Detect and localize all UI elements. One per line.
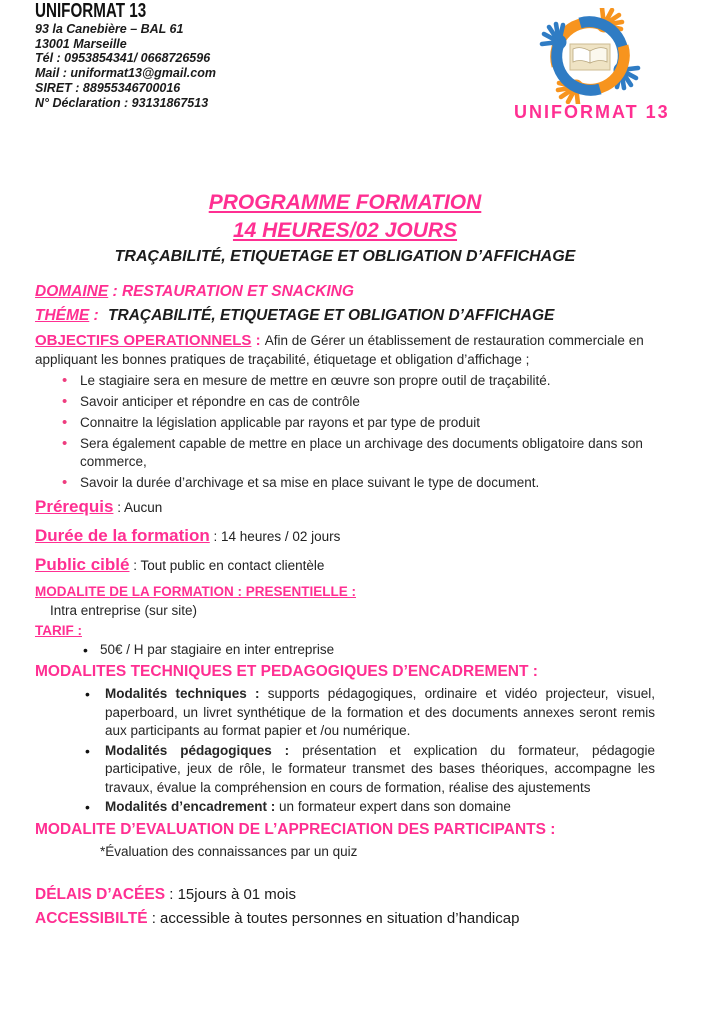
objective-item-text: Sera également capable de mettre en place un archivage des documents obligatoire dans son commerce, [80,436,643,469]
duree-value: 14 heures / 02 jours [221,529,341,544]
hands-circle-icon [514,8,666,104]
program-title-line2: 14 HEURES/02 JOURS [232,219,458,242]
program-subtitle: TRAÇABILITÉ, ETIQUETAGE ET OBLIGATION D’AFFICHAGE [114,248,576,265]
objective-item [35,372,655,390]
objective-item-text: Connaitre la législation applicable par rayons et par type de produit [80,415,480,430]
section-objectifs [35,332,655,369]
company-name: UNIFORMAT 13 [35,0,147,22]
delais-sep: : [165,885,178,903]
accessibilite-sep: : [147,909,161,927]
modalite-item-lead: Modalités pédagogiques : [105,742,290,758]
company-email: Mail : uniformat13@gmail.com [35,66,216,81]
modalite-item [35,742,655,798]
logo-text: UNIFORMAT 13 [514,102,670,122]
section-delais [35,883,655,906]
modalite-item-lead: Modalités d’encadrement : [105,799,276,814]
objectifs-sep: : [251,332,265,349]
tarif-list [35,641,655,659]
tarif-item [35,641,655,659]
objective-item [35,435,655,471]
objectifs-intro: Afin de Gérer un établissement de restauration commerciale en appliquant les bonnes pratiques de traçabilité, étiquetage et obligation d’affichage ; [35,333,644,367]
section-modalites-encadrement: MODALITES TECHNIQUES ET PEDAGOGIQUES D’ENCADREMENT : [35,663,538,680]
section-domaine [35,282,655,302]
modalites-list [35,685,655,817]
objective-item [35,393,655,411]
prerequis-label: Prérequis [35,497,114,516]
uniformat-logo [514,8,670,123]
evaluation-note: *Évaluation des connaissances par un quiz [100,843,358,859]
domaine-sep: : [108,283,122,300]
modalite-item [35,798,655,817]
company-declaration: N° Déclaration : 93131867513 [35,95,209,110]
modalite-item [35,685,655,741]
objective-item-text: Savoir anticiper et répondre en cas de contrôle [80,394,360,409]
public-sep: : [129,558,141,573]
domaine-value: RESTAURATION ET SNACKING [121,283,354,300]
modalite-item-text: un formateur expert dans son domaine [275,799,511,814]
domaine-label: DOMAINE [35,283,109,300]
prerequis-sep: : [113,500,124,515]
modalite-item-text: présentation et explication du formateur, pédagogie participative, jeux de rôle, le formateur transmet des bases théoriques, accompagne les travaux, évalue la compréhension en cours de formation, réalise des ajustements [105,742,656,795]
modalite-item-text: supports pédagogiques, ordinaire et vidéo projecteur, visuel, paperboard, un livret synthétique de la formation et des documents annexes seront remis aux participants au format papier et /ou numérique. [105,686,655,738]
theme-sep: : [89,307,104,324]
delais-label: DÉLAIS D’ACÉES [35,885,166,903]
accessibilite-label: ACCESSIBILTÉ [35,909,148,927]
program-title-line1: PROGRAMME FORMATION [208,191,482,214]
tarif-item-text: 50€ / H par stagiaire en inter entreprise [100,642,335,657]
theme-value: TRAÇABILITÉ, ETIQUETAGE ET OBLIGATION D’AFFICHAGE [108,307,555,324]
objectifs-label: OBJECTIFS OPERATIONNELS [35,332,252,349]
public-label: Public ciblé [35,555,130,574]
document-body [35,190,655,930]
section-tarif: TARIF : [35,623,82,638]
section-public [35,554,655,577]
section-modalite-formation: MODALITE DE LA FORMATION : PRESENTIELLE : [35,584,356,599]
prerequis-value: Aucun [123,500,163,515]
modalite-formation-value: Intra entreprise (sur site) [50,603,198,618]
objective-item-text: Savoir la durée d’archivage et sa mise en place suivant le type de document. [80,475,540,490]
section-accessibilite [35,907,655,930]
company-address-line2: 13001 Marseille [35,36,127,51]
public-value: Tout public en contact clientèle [140,558,325,573]
letterhead [35,0,216,110]
objective-item-text: Le stagiaire sera en mesure de mettre en œuvre son propre outil de traçabilité. [80,373,551,388]
accessibilite-value: accessible à toutes personnes en situation d’handicap [160,909,520,927]
objectives-list [35,372,655,492]
company-phone: Tél : 0953854341/ 0668726596 [35,51,211,66]
delais-value: 15jours à 01 mois [177,885,296,903]
duree-label: Durée de la formation [35,526,210,545]
duree-sep: : [209,529,222,544]
modalite-item-lead: Modalités techniques : [105,686,260,701]
objective-item [35,414,655,432]
company-siret: SIRET : 88955346700016 [35,80,181,95]
section-duree [35,525,655,548]
section-prerequis [35,496,655,519]
section-theme [35,306,655,326]
section-evaluation: MODALITE D’EVALUATION DE L’APPRECIATION DES PARTICIPANTS : [35,820,556,838]
objective-item [35,474,655,492]
theme-label: THÉME [35,307,90,324]
company-address-line1: 93 la Canebière – BAL 61 [35,22,184,36]
